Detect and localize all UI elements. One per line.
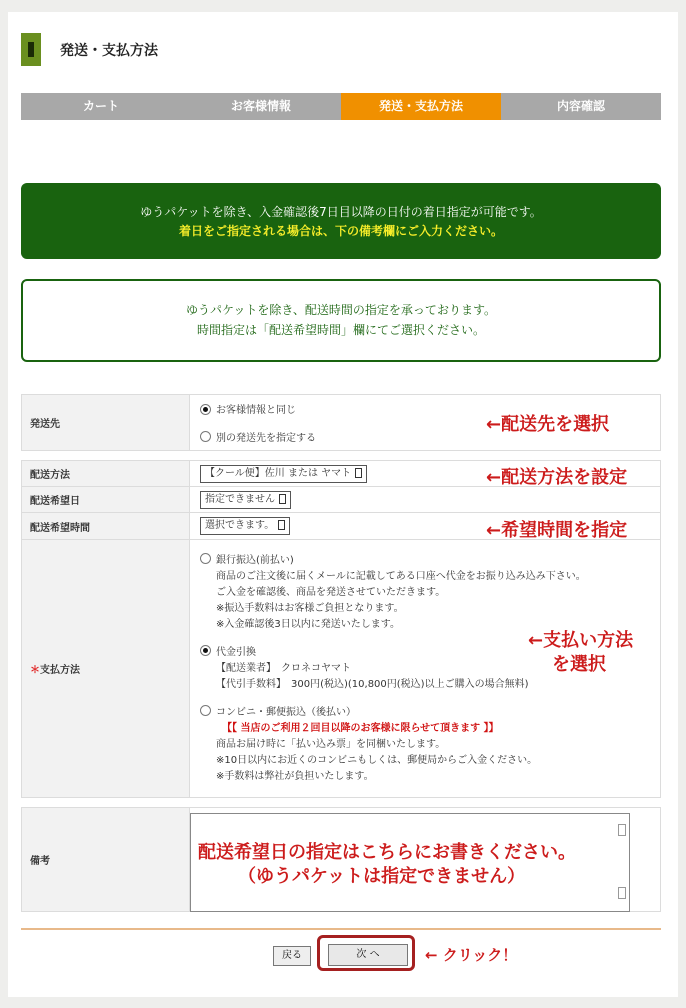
checkout-steps bbox=[21, 93, 661, 120]
dropdown-icon bbox=[278, 520, 285, 530]
convenience-line: ※10日以内にお近くのコンビニもしくは、郵便局からご入金ください。 bbox=[216, 754, 538, 766]
bank-line: ご入金を確認後、商品を発送させていただきます。 bbox=[216, 586, 446, 598]
delivery-date-select[interactable]: 指定できません bbox=[200, 491, 291, 509]
destination-label: 発送先 bbox=[22, 395, 190, 451]
convenience-line: ※手数料は弊社が負担いたします。 bbox=[216, 770, 374, 782]
back-button[interactable]: 戻る bbox=[273, 946, 311, 966]
dropdown-icon bbox=[279, 494, 286, 504]
delivery-date-notice bbox=[21, 183, 661, 259]
title-marker-icon bbox=[21, 33, 41, 66]
click-annotation: ← クリック！ bbox=[425, 946, 518, 964]
radio-icon[interactable] bbox=[200, 553, 211, 564]
step-customer-info: お客様情報 bbox=[181, 93, 341, 120]
payment-method-label: ＊支払方法 bbox=[22, 540, 190, 798]
cod-line: 【配送業者】 クロネコヤマト bbox=[216, 662, 351, 674]
delivery-date-notice-line1: ゆうパケットを除き、入金確認後7日目以降の日付の着日指定が可能です。 bbox=[140, 205, 542, 219]
step-shipping-payment: 発送・支払方法 bbox=[341, 93, 501, 120]
dropdown-icon bbox=[355, 468, 362, 478]
radio-icon[interactable] bbox=[200, 431, 211, 442]
delivery-time-label: 配送希望時間 bbox=[22, 513, 190, 540]
required-mark: ＊ bbox=[30, 665, 40, 676]
payment-annotation-line2: を選択 bbox=[552, 654, 606, 675]
convenience-warning: 【【 当店のご利用２回目以降のお客様に限らせて頂きます 】】 bbox=[222, 722, 499, 734]
convenience-line: 商品お届け時に「払い込み票」を同梱いたします。 bbox=[216, 738, 446, 750]
step-cart: カート bbox=[21, 93, 181, 120]
payment-option-convenience[interactable]: コンビニ・郵便振込（後払い） bbox=[200, 705, 659, 721]
delivery-time-annotation: ←希望時間を指定 bbox=[486, 520, 628, 541]
shipping-method-annotation: ←配送方法を設定 bbox=[486, 467, 628, 488]
payment-option-bank[interactable]: 銀行振込(前払い) bbox=[200, 553, 659, 569]
delivery-time-notice bbox=[21, 279, 661, 362]
destination-option-other[interactable]: 別の発送先を指定する bbox=[190, 423, 661, 451]
bank-line: ※振込手数料はお客様ご負担となります。 bbox=[216, 602, 404, 614]
destination-option-same[interactable]: お客様情報と同じ bbox=[190, 395, 661, 423]
cod-line: 【代引手数料】 300円(税込)(10,800円(税込)以上ご購入の場合無料) bbox=[216, 678, 529, 690]
payment-annotation-line1: ←支払い方法 bbox=[528, 630, 634, 651]
step-confirm: 内容確認 bbox=[501, 93, 661, 120]
delivery-date-notice-line2: 着日をご指定される場合は、下の備考欄にご入力ください。 bbox=[178, 224, 503, 238]
divider bbox=[21, 928, 661, 930]
remarks-hint-line1: 配送希望日の指定はこちらにお書きください。 bbox=[198, 842, 576, 863]
scroll-up-icon[interactable] bbox=[618, 824, 626, 836]
bank-line: ※入金確認後3日以内に発送いたします。 bbox=[216, 618, 400, 630]
scroll-down-icon[interactable] bbox=[618, 887, 626, 899]
shipping-method-select[interactable]: 【クール便】佐川 または ヤマト bbox=[200, 465, 367, 483]
delivery-time-select[interactable]: 選択できます。 bbox=[200, 517, 290, 535]
remarks-label: 備考 bbox=[22, 808, 190, 912]
radio-selected-icon[interactable] bbox=[200, 645, 211, 656]
destination-annotation: ←配送先を選択 bbox=[486, 414, 610, 435]
payment-option-cod[interactable]: 代金引換 bbox=[200, 645, 659, 661]
bank-line: 商品のご注文後に届くメールに記載してある口座へ代金をお振り込み込み下さい。 bbox=[216, 570, 586, 582]
shipping-method-label: 配送方法 bbox=[22, 461, 190, 487]
delivery-time-notice-line2: 時間指定は「配送希望時間」欄にてご選択ください。 bbox=[196, 323, 485, 337]
delivery-time-notice-line1: ゆうパケットを除き、配送時間の指定を承っております。 bbox=[186, 303, 496, 317]
radio-selected-icon[interactable] bbox=[200, 404, 211, 415]
page-title: 発送・支払方法 bbox=[60, 43, 158, 59]
radio-icon[interactable] bbox=[200, 705, 211, 716]
next-button[interactable]: 次 へ bbox=[328, 944, 408, 966]
delivery-date-label: 配送希望日 bbox=[22, 487, 190, 513]
remarks-hint-line2: （ゆうパケットは指定できません） bbox=[238, 866, 526, 887]
